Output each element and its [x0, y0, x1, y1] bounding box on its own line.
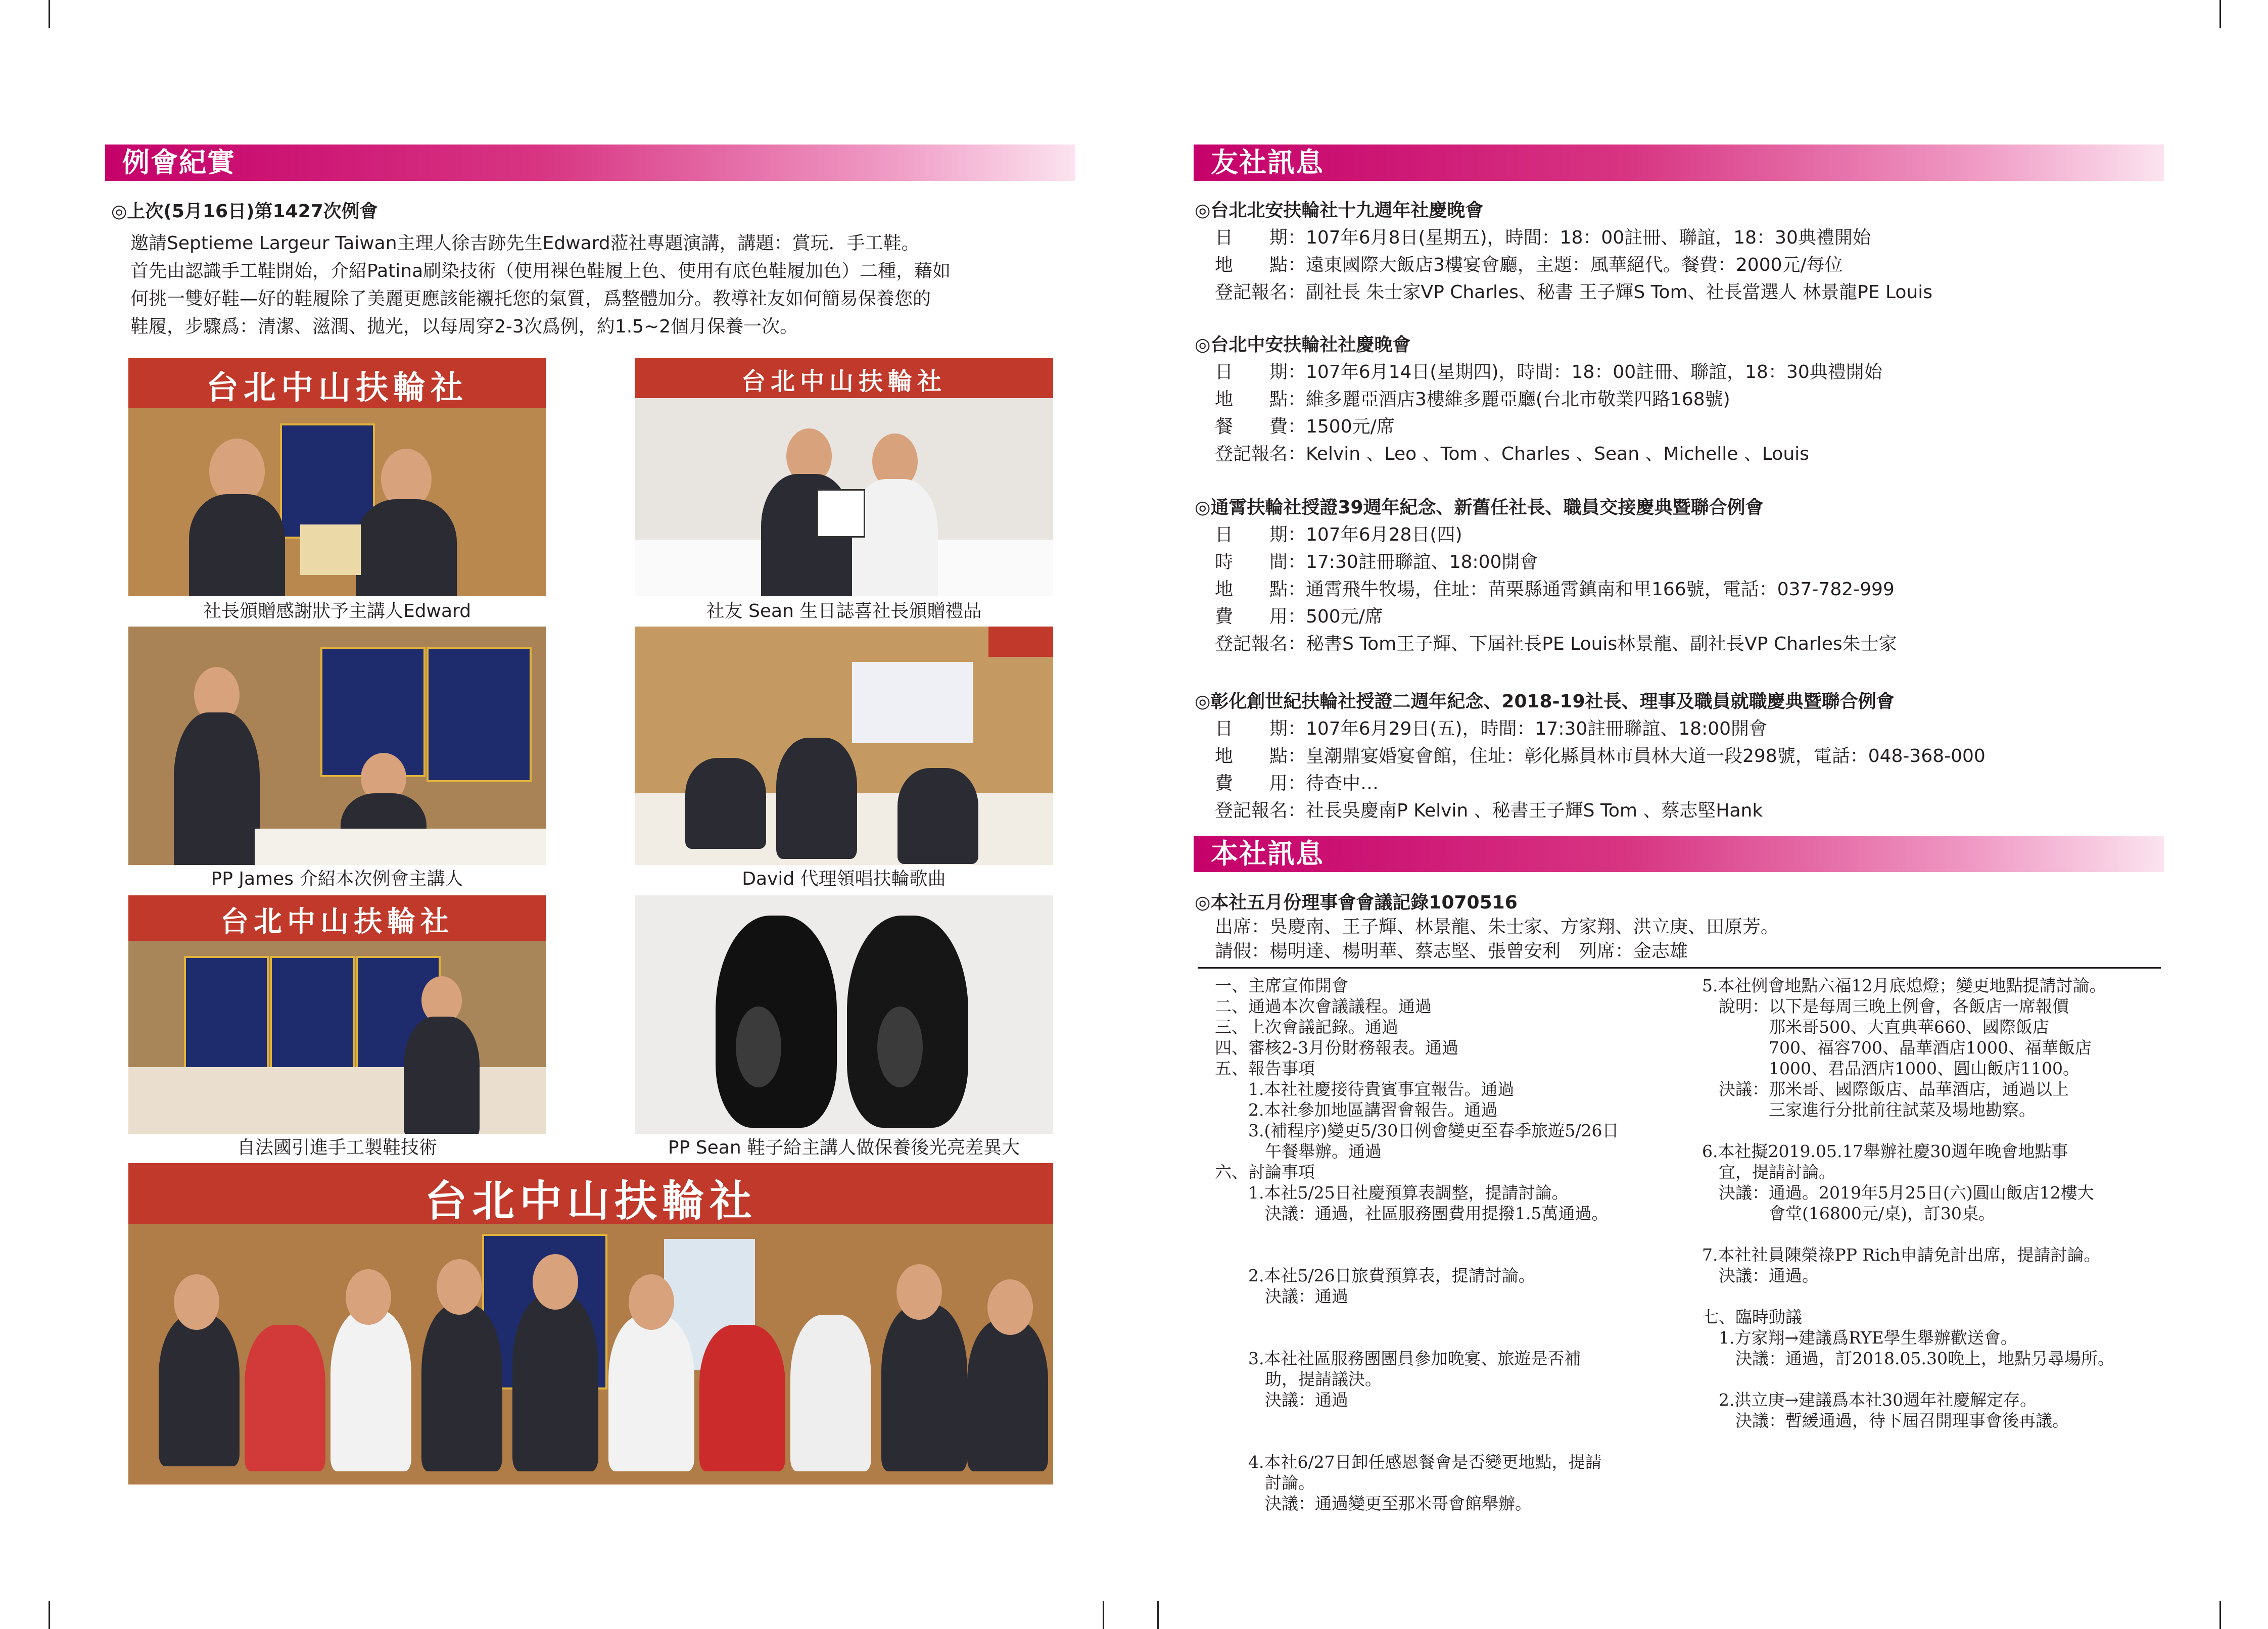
photo-caption: PP Sean 鞋子給主講人做保養後光亮差異大 [668, 1137, 1020, 1158]
minutes-line: 決議：通過 [1215, 1390, 1348, 1410]
event-photo: 台北中山扶輪社 [635, 358, 1053, 596]
event-photo [635, 627, 1053, 865]
event-heading: ◎彰化創世紀扶輪社授證二週年紀念、2018-19社長、理事及職員就職慶典暨聯合例會 [1195, 691, 1895, 712]
meeting-heading: ◎上次(5月16日)第1427次例會 [111, 201, 378, 222]
event-line: 登記報名：秘書S Tom王子輝、下屆社長PE Louis林景龍、副社長VP Charles朱士家 [1215, 634, 1897, 654]
intro-line: 鞋履，步驟爲：清潔、滋潤、拋光，以每周穿2-3次爲例，約1.5~2個月保養一次。 [130, 316, 798, 337]
intro-line: 何挑一雙好鞋—好的鞋履除了美麗更應該能襯托您的氣質，爲整體加分。教導社友如何簡易保養您的 [130, 289, 931, 309]
photo-caption: David 代理領唱扶輪歌曲 [742, 869, 946, 889]
divider [1198, 967, 2161, 969]
minutes-line: 1.方家翔→建議爲RYE學生舉辦歡送會。 [1702, 1328, 2017, 1348]
minutes-line: 三家進行分批前往試菜及場地勘察。 [1702, 1100, 2036, 1120]
event-heading: ◎通霄扶輪社授證39週年紀念、新舊任社長、職員交接慶典暨聯合例會 [1195, 497, 1764, 518]
event-photo [128, 627, 546, 865]
crop-mark [2219, 0, 2221, 28]
group-photo: 台北中山扶輪社 [128, 1163, 1053, 1484]
event-photo [128, 358, 546, 596]
minutes-line: 1000、君品酒店1000、圓山飯店1100。 [1702, 1059, 2080, 1078]
event-photo: 台北中山扶輪社 [128, 895, 546, 1134]
minutes-line: 5.本社例會地點六福12月底熄燈；變更地點提請討論。 [1702, 976, 2106, 995]
event-line: 費 用：500元/席 [1215, 606, 1383, 627]
event-heading: ◎台北中安扶輪社社慶晚會 [1195, 334, 1411, 355]
banner-text: 台北中山扶輪社 [206, 369, 468, 407]
minutes-line: 決議：通過，社區服務團費用提撥1.5萬通過。 [1215, 1204, 1609, 1223]
minutes-line: 決議：通過。 [1702, 1266, 1819, 1285]
crop-mark [49, 1601, 50, 1629]
minutes-line: 會堂(16800元/桌)，訂30桌。 [1702, 1204, 1995, 1223]
minutes-line: 3.(補程序)變更5/30日例會變更至春季旅遊5/26日 [1215, 1121, 1619, 1140]
event-line: 費 用：待查中… [1215, 773, 1379, 794]
minutes-line: 討論。 [1215, 1473, 1315, 1493]
minutes-line: 決議：通過。2019年5月25日(六)圓山飯店12樓大 [1702, 1183, 2094, 1203]
section-title: 例會紀實 [122, 147, 235, 178]
minutes-line: 七、臨時動議 [1702, 1307, 1802, 1327]
minutes-line: 1.本社5/25日社慶預算表調整，提請討論。 [1215, 1183, 1569, 1203]
intro-line: 邀請Septieme Largeur Taiwan主理人徐吉跡先生Edward蒞社專題演講，講題：賞玩．手工鞋。 [130, 233, 920, 254]
minutes-line: 2.本社5/26日旅費預算表，提請討論。 [1215, 1266, 1535, 1285]
minutes-line: 助，提請議決。 [1215, 1369, 1382, 1389]
section-title: 友社訊息 [1211, 147, 1324, 178]
minutes-line: 說明：以下是每周三晚上例會，各飯店一席報價 [1702, 996, 2069, 1016]
crop-mark [1103, 1601, 1104, 1629]
section-header-meeting [105, 145, 1075, 181]
photo-caption: 社友 Sean 生日誌喜社長頒贈禮品 [706, 601, 982, 621]
photo-caption: PP James 介紹本次例會主講人 [211, 869, 463, 889]
minutes-line: 3.本社社區服務團團員參加晚宴、旅遊是否補 [1215, 1349, 1581, 1368]
section-header-friend-clubs [1194, 145, 2164, 181]
section-header-club [1194, 836, 2164, 872]
minutes-line: 決議：暫緩通過，待下屆召開理事會後再議。 [1702, 1411, 2069, 1430]
minutes-line: 7.本社社員陳榮祿PP Rich申請免計出席，提請討論。 [1702, 1245, 2101, 1265]
event-line: 日 期：107年6月28日(四) [1215, 524, 1462, 545]
minutes-line: 決議：通過變更至那米哥會館舉辦。 [1215, 1494, 1532, 1513]
attendance-line: 出席：吳慶南、王子輝、林景龍、朱士家、方家翔、洪立庚、田原芳。 [1215, 917, 1779, 937]
attendance-line: 請假：楊明達、楊明華、蔡志堅、張曾安利 列席：金志雄 [1215, 941, 1688, 962]
intro-line: 首先由認識手工鞋開始，介紹Patina刷染技術（使用裸色鞋履上色、使用有底色鞋履加色）二種，藉如 [130, 261, 951, 281]
photo-caption: 社長頒贈感謝狀予主講人Edward [203, 601, 471, 621]
minutes-line: 六、討論事項 [1215, 1162, 1315, 1182]
minutes-line: 五、報告事項 [1215, 1059, 1315, 1078]
event-line: 登記報名：社長吳慶南P Kelvin 、秘書王子輝S Tom 、蔡志堅Hank [1215, 800, 1763, 821]
minutes-line: 三、上次會議記錄。通過 [1215, 1017, 1398, 1037]
minutes-line: 決議：那米哥、國際飯店、晶華酒店，通過以上 [1702, 1079, 2069, 1099]
event-line: 地 點：通霄飛牛牧場，住址：苗栗縣通霄鎮南和里166號，電話：037-782-999 [1215, 579, 1895, 600]
minutes-line: 四、審核2-3月份財務報表。通過 [1215, 1038, 1459, 1058]
event-line: 地 點：遠東國際大飯店3樓宴會廳，主題：風華絕代。餐費：2000元/每位 [1215, 255, 1843, 275]
minutes-line: 決議：通過，訂2018.05.30晚上，地點另尋場所。 [1702, 1349, 2114, 1368]
minutes-heading: ◎本社五月份理事會會議記錄1070516 [1195, 892, 1518, 913]
event-line: 時 間：17:30註冊聯誼、18:00開會 [1215, 552, 1538, 572]
photo-caption: 自法國引進手工製鞋技術 [237, 1137, 437, 1158]
minutes-line: 1.本社社慶接待貴賓事宜報告。通過 [1215, 1079, 1515, 1099]
event-line: 餐 費：1500元/席 [1215, 416, 1395, 437]
event-photo [635, 895, 1053, 1134]
event-line: 日 期：107年6月8日(星期五)，時間：18：00註冊、聯誼，18：30典禮開始 [1215, 227, 1871, 248]
minutes-line: 宜，提請討論。 [1702, 1162, 1835, 1182]
event-line: 地 點：維多麗亞酒店3樓維多麗亞廳(台北市敬業四路168號) [1215, 389, 1730, 410]
minutes-line: 2.本社參加地區講習會報告。通過 [1215, 1100, 1498, 1120]
minutes-line: 決議：通過 [1215, 1286, 1348, 1306]
minutes-line: 一、主席宣佈開會 [1215, 976, 1348, 995]
event-line: 登記報名：副社長 朱士家VP Charles、秘書 王子輝S Tom、社長當選人 林景龍PE Louis [1215, 282, 1933, 303]
event-line: 日 期：107年6月14日(星期四)，時間：18：00註冊、聯誼，18：30典禮開始 [1215, 362, 1882, 382]
event-line: 地 點：皇潮鼎宴婚宴會館，住址：彰化縣員林市員林大道一段298號，電話：048-368-000 [1215, 746, 1986, 766]
event-heading: ◎台北北安扶輪社十九週年社慶晚會 [1195, 200, 1484, 221]
minutes-line: 2.洪立庚→建議爲本社30週年社慶解定存。 [1702, 1390, 2037, 1410]
minutes-line: 二、通過本次會議議程。通過 [1215, 996, 1432, 1016]
minutes-line: 6.本社擬2019.05.17舉辦社慶30週年晚會地點事 [1702, 1141, 2068, 1161]
minutes-line: 4.本社6/27日卸任感恩餐會是否變更地點，提請 [1215, 1452, 1602, 1472]
minutes-line: 那米哥500、大直典華660、國際飯店 [1702, 1017, 2049, 1037]
minutes-line: 午餐舉辦。通過 [1215, 1141, 1382, 1161]
event-line: 登記報名：Kelvin 、Leo 、Tom 、Charles 、Sean 、Michelle 、Louis [1215, 444, 1809, 464]
event-line: 日 期：107年6月29日(五)，時間：17:30註冊聯誼、18:00開會 [1215, 718, 1768, 739]
crop-mark [49, 0, 50, 28]
crop-mark [1157, 1601, 1159, 1629]
section-title: 本社訊息 [1211, 838, 1324, 870]
minutes-line: 700、福容700、晶華酒店1000、福華飯店 [1702, 1038, 2092, 1058]
crop-mark [2219, 1601, 2221, 1629]
